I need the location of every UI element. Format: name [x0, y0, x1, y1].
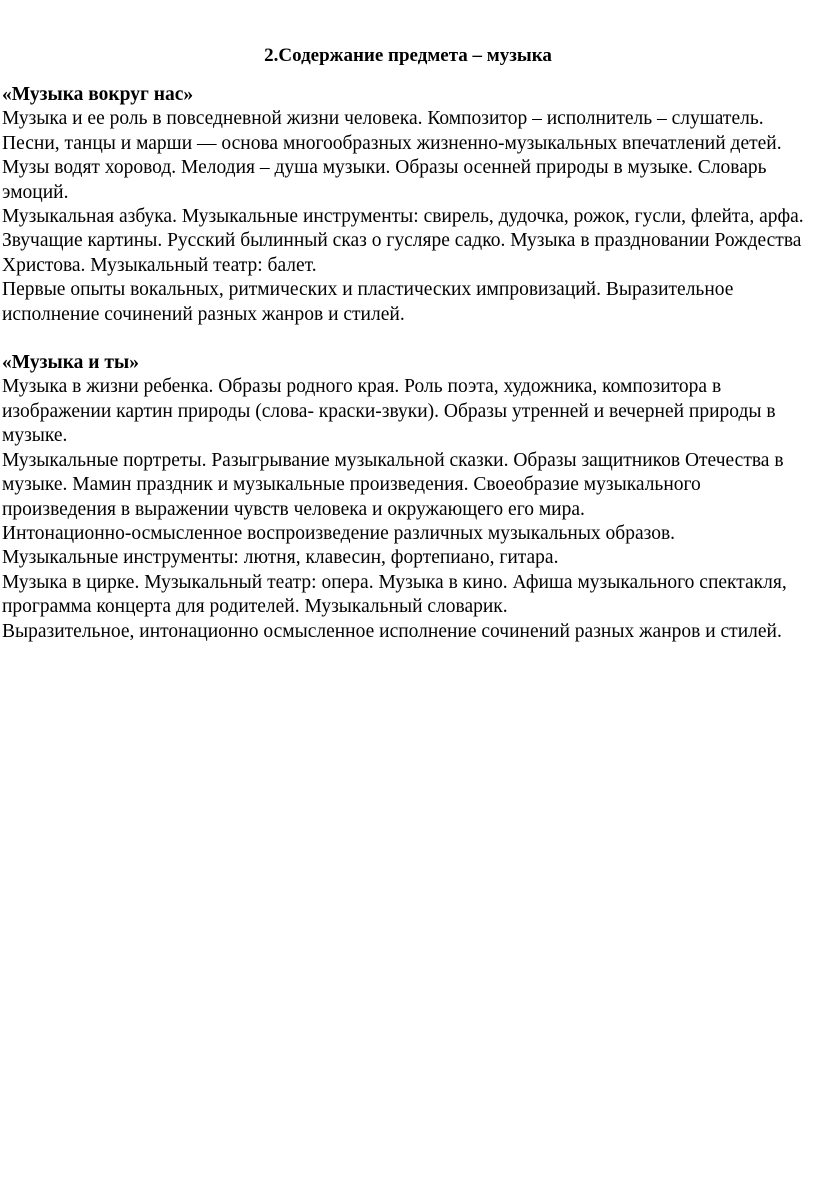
paragraph: Музыкальные инструменты: лютня, клавесин, фортепиано, гитара.: [2, 547, 559, 569]
section-heading: «Музыка вокруг нас»: [2, 84, 194, 105]
paragraph: Звучащие картины. Русский былинный сказ о гусляре садко. Музыка в праздновании Рождества Христова. Музыкальный театр: балет.: [2, 230, 802, 276]
paragraph: Музыкальная азбука. Музыкальные инструменты: свирель, дудочка, рожок, гусли, флейта, арфа.: [2, 206, 804, 228]
section-heading: «Музыка и ты»: [2, 352, 139, 374]
paragraph: Песни, танцы и марши — основа многообразных жизненно-музыкальных впечатлений детей. Музы водят хоровод. Мелодия – душа музыки. Образы осенней природы в музыке. Словарь эмоций.: [2, 132, 782, 203]
document-title: 2.Содержание предмета – музыка: [264, 45, 552, 66]
paragraph: Интонационно-осмысленное воспроизведение различных музыкальных образов.: [2, 522, 676, 544]
paragraph: Музыка в жизни ребенка. Образы родного края. Роль поэта, художника, композитора в изображении картин природы (слова- краски-звуки). Образы утренней и вечерней природы в музыке.: [2, 376, 776, 447]
paragraph: Музыка в цирке. Музыкальный театр: опера. Музыка в кино. Афиша музыкального спектакля,: [2, 571, 787, 593]
paragraph: Первые опыты вокальных, ритмических и пластических импровизаций. Выразительное исполнение сочинений разных жанров и стилей.: [2, 279, 734, 325]
paragraph: Выразительное, интонационно осмысленное исполнение сочинений разных жанров и стилей.: [2, 620, 782, 642]
paragraph: программа концерта для родителей. Музыкальный словарик.: [2, 596, 508, 618]
section-music-and-you: [2, 351, 808, 644]
section-music-around-us: [2, 83, 808, 327]
paragraph: Музыка и ее роль в повседневной жизни человека. Композитор – исполнитель – слушатель.: [2, 108, 764, 130]
document-body: [2, 83, 808, 644]
paragraph: Музыкальные портреты. Разыгрывание музыкальной сказки. Образы защитников Отечества в музыке. Мамин праздник и музыкальные произведения. Своеобразие музыкального произведения в выражении чувств человека и окружающего его мира.: [2, 449, 784, 520]
